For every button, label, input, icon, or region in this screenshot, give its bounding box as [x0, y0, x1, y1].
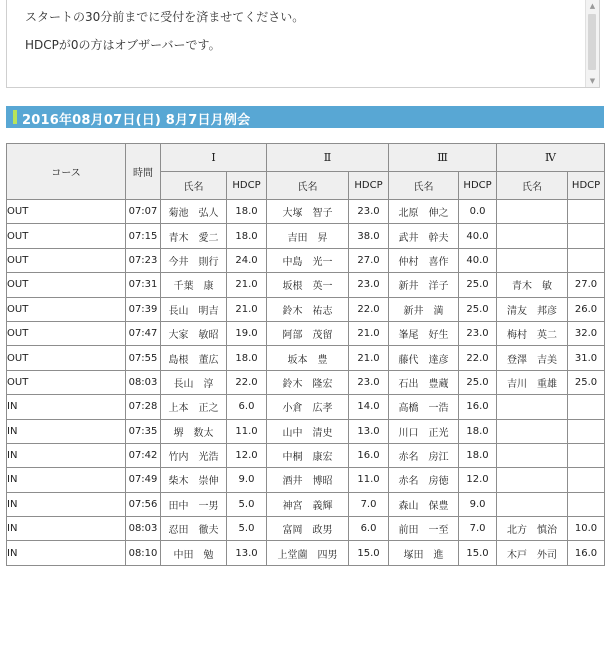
player-hdcp-cell: 25.0: [568, 370, 605, 394]
hdcp-header: HDCP: [349, 172, 389, 200]
player-name-cell: 大家 敏昭: [161, 321, 227, 345]
player-name-cell: 長山 明吉: [161, 297, 227, 321]
player-name-cell: 北方 慎治: [497, 517, 568, 541]
player-hdcp-cell: 16.0: [349, 443, 389, 467]
course-cell: IN: [7, 492, 126, 516]
player-name-cell: [497, 443, 568, 467]
player-name-cell: 島根 董広: [161, 346, 227, 370]
player-name-cell: 清友 邦彦: [497, 297, 568, 321]
hdcp-header: HDCP: [227, 172, 267, 200]
player-hdcp-cell: 11.0: [349, 468, 389, 492]
player-name-cell: 吉田 昇: [267, 224, 349, 248]
player-hdcp-cell: [568, 224, 605, 248]
player-hdcp-cell: [568, 200, 605, 224]
player-hdcp-cell: 40.0: [459, 224, 497, 248]
player-hdcp-cell: 0.0: [459, 200, 497, 224]
table-row: [7, 443, 605, 467]
event-title: 2016年08月07日(日) 8月7日月例会: [22, 113, 251, 128]
player-name-cell: 堺 数太: [161, 419, 227, 443]
player-name-cell: 赤名 房江: [389, 443, 459, 467]
time-cell: 07:47: [126, 321, 161, 345]
player-hdcp-cell: 22.0: [349, 297, 389, 321]
table-row: [7, 395, 605, 419]
player-hdcp-cell: 27.0: [349, 248, 389, 272]
player-hdcp-cell: 22.0: [459, 346, 497, 370]
player-hdcp-cell: 6.0: [349, 517, 389, 541]
notice-line-start-time: スタートの30分前までに受付を済ませてください。: [25, 10, 305, 24]
player-hdcp-cell: 31.0: [568, 346, 605, 370]
name-header: 氏名: [267, 172, 349, 200]
player-hdcp-cell: 23.0: [349, 370, 389, 394]
course-header: コース: [7, 144, 126, 200]
time-cell: 07:23: [126, 248, 161, 272]
course-cell: OUT: [7, 248, 126, 272]
player-name-cell: 菊池 弘人: [161, 200, 227, 224]
player-hdcp-cell: 25.0: [459, 370, 497, 394]
player-name-cell: 赤名 房徳: [389, 468, 459, 492]
table-row: [7, 321, 605, 345]
player-hdcp-cell: 25.0: [459, 273, 497, 297]
player-hdcp-cell: [568, 419, 605, 443]
name-header: 氏名: [161, 172, 227, 200]
table-row: [7, 346, 605, 370]
table-row: [7, 541, 605, 565]
player-hdcp-cell: 21.0: [349, 321, 389, 345]
player-name-cell: 大塚 智子: [267, 200, 349, 224]
player-name-cell: 鈴木 隆宏: [267, 370, 349, 394]
header-accent-bar: [13, 110, 17, 124]
player-name-cell: [497, 395, 568, 419]
player-name-cell: 石出 豊蔵: [389, 370, 459, 394]
player-hdcp-cell: 22.0: [227, 370, 267, 394]
group-header-1: Ⅰ: [161, 144, 267, 172]
tee-time-table: [6, 143, 605, 566]
group-header-2: Ⅱ: [267, 144, 389, 172]
player-hdcp-cell: [568, 248, 605, 272]
player-hdcp-cell: 23.0: [459, 321, 497, 345]
course-cell: IN: [7, 419, 126, 443]
player-hdcp-cell: 16.0: [459, 395, 497, 419]
player-name-cell: 阿部 茂留: [267, 321, 349, 345]
time-cell: 07:39: [126, 297, 161, 321]
player-name-cell: 梅村 英二: [497, 321, 568, 345]
course-cell: OUT: [7, 224, 126, 248]
name-header: 氏名: [389, 172, 459, 200]
player-name-cell: [497, 248, 568, 272]
table-row: [7, 200, 605, 224]
player-name-cell: 新井 満: [389, 297, 459, 321]
player-hdcp-cell: 21.0: [227, 273, 267, 297]
player-hdcp-cell: 5.0: [227, 492, 267, 516]
table-row: [7, 468, 605, 492]
table-row: [7, 419, 605, 443]
player-hdcp-cell: 7.0: [459, 517, 497, 541]
player-name-cell: [497, 224, 568, 248]
table-row: [7, 273, 605, 297]
table-row: [7, 224, 605, 248]
player-name-cell: 北原 伸之: [389, 200, 459, 224]
player-name-cell: [497, 419, 568, 443]
player-name-cell: 上堂薗 四男: [267, 541, 349, 565]
notice-scrollbar[interactable]: [585, 0, 599, 87]
course-cell: IN: [7, 541, 126, 565]
player-hdcp-cell: 32.0: [568, 321, 605, 345]
player-name-cell: [497, 492, 568, 516]
course-cell: OUT: [7, 321, 126, 345]
time-cell: 07:35: [126, 419, 161, 443]
player-name-cell: [497, 200, 568, 224]
player-name-cell: 中島 光一: [267, 248, 349, 272]
player-hdcp-cell: 15.0: [459, 541, 497, 565]
player-name-cell: 木戸 外司: [497, 541, 568, 565]
player-hdcp-cell: 18.0: [459, 443, 497, 467]
player-hdcp-cell: 7.0: [349, 492, 389, 516]
time-cell: 07:28: [126, 395, 161, 419]
player-name-cell: 中桐 康宏: [267, 443, 349, 467]
scroll-thumb[interactable]: [588, 14, 596, 70]
player-hdcp-cell: [568, 492, 605, 516]
player-name-cell: 青木 敏: [497, 273, 568, 297]
course-cell: OUT: [7, 370, 126, 394]
time-cell: 08:03: [126, 517, 161, 541]
course-cell: OUT: [7, 346, 126, 370]
player-hdcp-cell: 6.0: [227, 395, 267, 419]
name-header: 氏名: [497, 172, 568, 200]
player-hdcp-cell: 24.0: [227, 248, 267, 272]
player-hdcp-cell: 25.0: [459, 297, 497, 321]
player-name-cell: 塚田 進: [389, 541, 459, 565]
player-hdcp-cell: 5.0: [227, 517, 267, 541]
player-name-cell: 竹内 光浩: [161, 443, 227, 467]
player-name-cell: 神宮 義輝: [267, 492, 349, 516]
table-row: [7, 517, 605, 541]
player-hdcp-cell: 9.0: [459, 492, 497, 516]
scroll-up-arrow-icon[interactable]: ▲: [589, 2, 596, 10]
player-name-cell: 坂根 英一: [267, 273, 349, 297]
player-name-cell: 鈴木 祐志: [267, 297, 349, 321]
course-cell: IN: [7, 517, 126, 541]
player-hdcp-cell: 21.0: [227, 297, 267, 321]
course-cell: IN: [7, 443, 126, 467]
player-hdcp-cell: [568, 468, 605, 492]
time-cell: 07:42: [126, 443, 161, 467]
player-name-cell: 前田 一至: [389, 517, 459, 541]
player-name-cell: 今井 則行: [161, 248, 227, 272]
player-hdcp-cell: [568, 443, 605, 467]
notice-textarea[interactable]: [6, 0, 600, 88]
player-hdcp-cell: 15.0: [349, 541, 389, 565]
player-name-cell: 小倉 広孝: [267, 395, 349, 419]
player-hdcp-cell: 16.0: [568, 541, 605, 565]
player-hdcp-cell: 18.0: [227, 224, 267, 248]
time-cell: 07:31: [126, 273, 161, 297]
player-name-cell: 山中 清史: [267, 419, 349, 443]
player-name-cell: 新井 洋子: [389, 273, 459, 297]
player-hdcp-cell: 18.0: [227, 200, 267, 224]
player-name-cell: 青木 愛二: [161, 224, 227, 248]
player-name-cell: 忍田 徹夫: [161, 517, 227, 541]
player-hdcp-cell: 23.0: [349, 200, 389, 224]
player-hdcp-cell: 12.0: [227, 443, 267, 467]
player-hdcp-cell: 38.0: [349, 224, 389, 248]
player-name-cell: 川口 正光: [389, 419, 459, 443]
tee-time-rows: [7, 200, 605, 566]
player-hdcp-cell: 14.0: [349, 395, 389, 419]
group-header-3: Ⅲ: [389, 144, 497, 172]
course-cell: IN: [7, 395, 126, 419]
player-hdcp-cell: 18.0: [227, 346, 267, 370]
player-hdcp-cell: 10.0: [568, 517, 605, 541]
player-name-cell: 長山 淳: [161, 370, 227, 394]
event-header: [6, 106, 604, 128]
player-name-cell: 上本 正之: [161, 395, 227, 419]
group-header-row: [7, 144, 605, 172]
time-cell: 08:03: [126, 370, 161, 394]
player-name-cell: 高橋 一浩: [389, 395, 459, 419]
hdcp-header: HDCP: [568, 172, 605, 200]
time-cell: 07:15: [126, 224, 161, 248]
table-row: [7, 248, 605, 272]
player-hdcp-cell: 23.0: [349, 273, 389, 297]
player-name-cell: 酒井 博昭: [267, 468, 349, 492]
time-cell: 07:55: [126, 346, 161, 370]
player-name-cell: 藤代 達彦: [389, 346, 459, 370]
time-cell: 07:56: [126, 492, 161, 516]
table-row: [7, 370, 605, 394]
player-name-cell: 吉川 重雄: [497, 370, 568, 394]
player-hdcp-cell: [568, 395, 605, 419]
player-hdcp-cell: 27.0: [568, 273, 605, 297]
player-name-cell: 田中 一男: [161, 492, 227, 516]
time-cell: 08:10: [126, 541, 161, 565]
player-hdcp-cell: 11.0: [227, 419, 267, 443]
notice-line-observer: HDCPが0の方はオブザーバーです。: [25, 38, 221, 52]
player-hdcp-cell: 13.0: [227, 541, 267, 565]
player-name-cell: 登澤 吉美: [497, 346, 568, 370]
player-name-cell: 仲村 喜作: [389, 248, 459, 272]
player-hdcp-cell: 19.0: [227, 321, 267, 345]
hdcp-header: HDCP: [459, 172, 497, 200]
table-row: [7, 297, 605, 321]
player-hdcp-cell: 26.0: [568, 297, 605, 321]
player-hdcp-cell: 40.0: [459, 248, 497, 272]
time-cell: 07:49: [126, 468, 161, 492]
course-cell: OUT: [7, 273, 126, 297]
course-cell: OUT: [7, 297, 126, 321]
player-name-cell: 武井 幹夫: [389, 224, 459, 248]
player-name-cell: 坂本 豊: [267, 346, 349, 370]
player-hdcp-cell: 13.0: [349, 419, 389, 443]
player-name-cell: 峯尾 好生: [389, 321, 459, 345]
player-hdcp-cell: 12.0: [459, 468, 497, 492]
player-name-cell: 千葉 康: [161, 273, 227, 297]
course-cell: IN: [7, 468, 126, 492]
player-name-cell: 中田 勉: [161, 541, 227, 565]
group-header-4: Ⅳ: [497, 144, 605, 172]
table-row: [7, 492, 605, 516]
player-name-cell: [497, 468, 568, 492]
course-cell: OUT: [7, 200, 126, 224]
player-hdcp-cell: 18.0: [459, 419, 497, 443]
player-name-cell: 富岡 政男: [267, 517, 349, 541]
player-name-cell: 森山 保豊: [389, 492, 459, 516]
scroll-down-arrow-icon[interactable]: ▼: [589, 77, 596, 85]
player-hdcp-cell: 21.0: [349, 346, 389, 370]
time-header: 時間: [126, 144, 161, 200]
player-hdcp-cell: 9.0: [227, 468, 267, 492]
player-name-cell: 柴木 崇伸: [161, 468, 227, 492]
time-cell: 07:07: [126, 200, 161, 224]
